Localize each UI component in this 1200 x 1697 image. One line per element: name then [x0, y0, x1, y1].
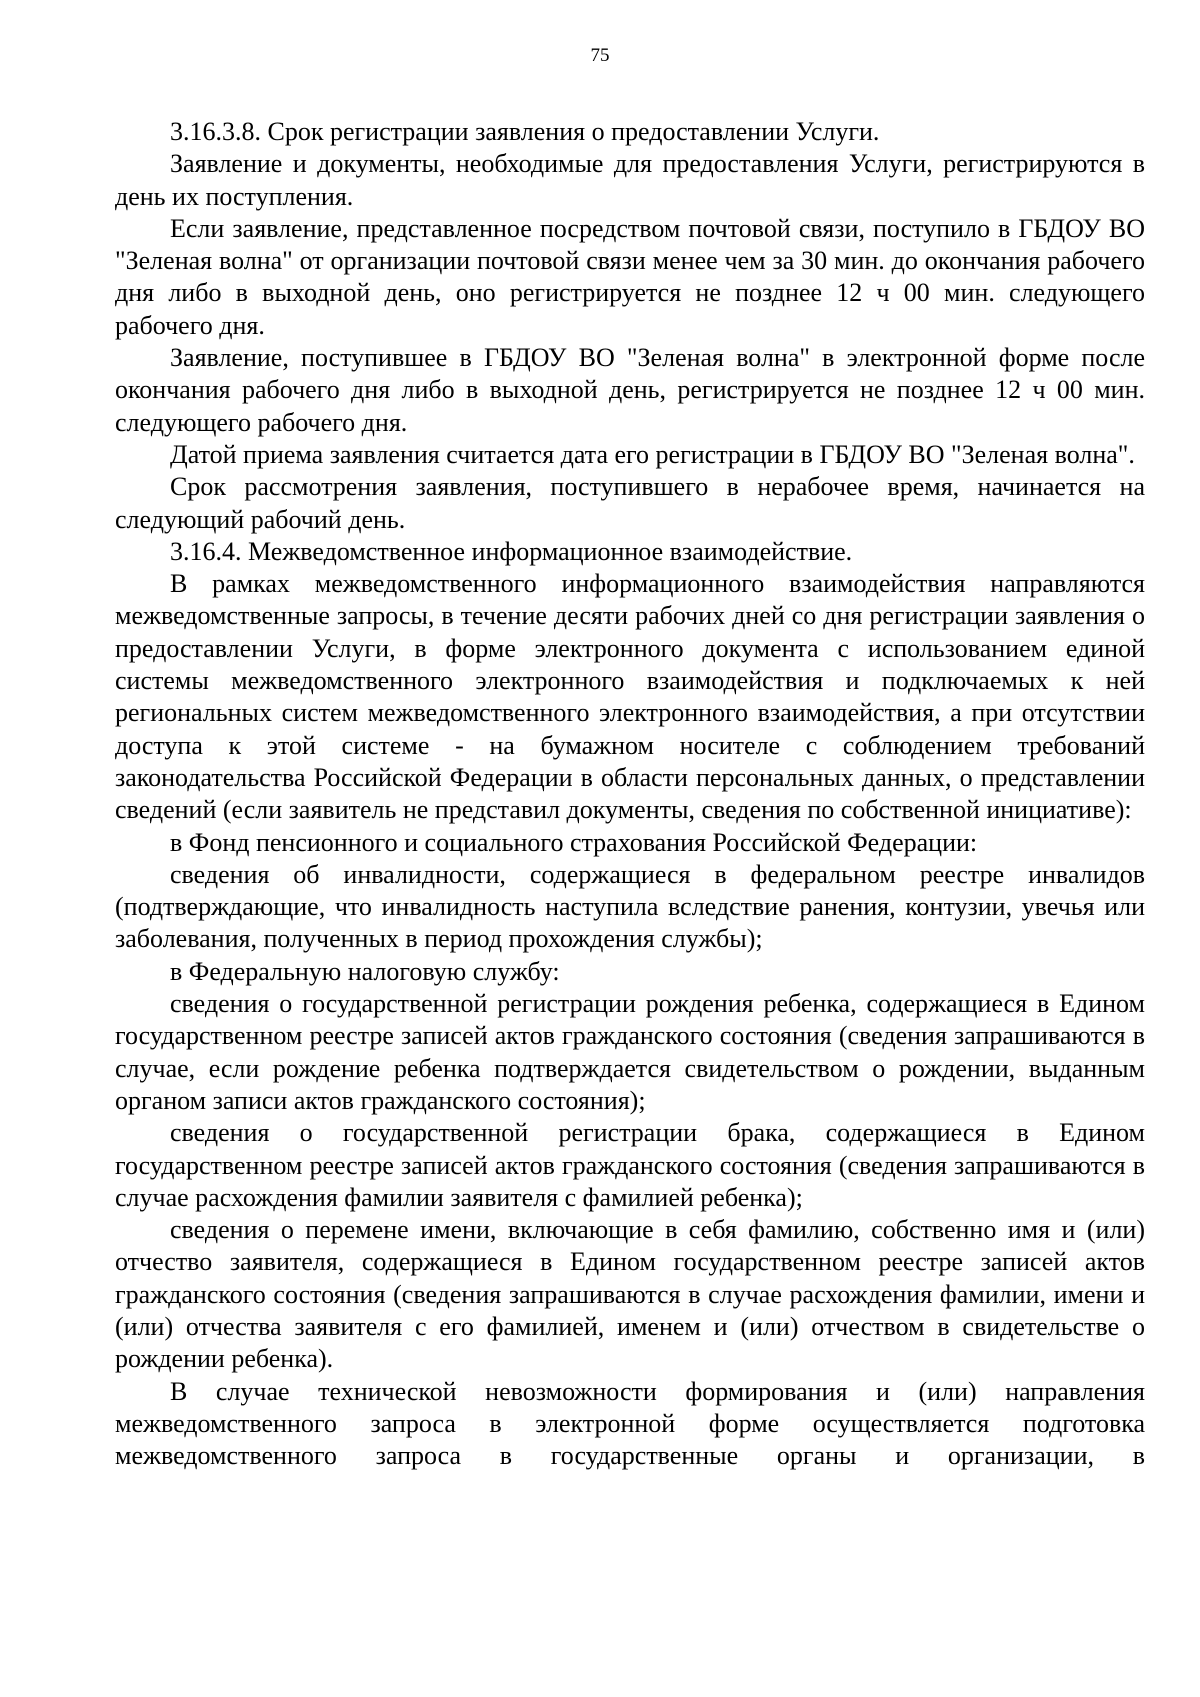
- page-number: 75: [590, 45, 610, 66]
- paragraph-name-change: сведения о перемене имени, включающие в себя фамилию, собственно имя и (или) отчество заявителя, содержащиеся в Едином государственном реестре записей актов гражданского состояния (сведения запрашиваются в случае расхождения фамилии, имени и (или) отчества заявителя с его фамилией, именем и (или) отчеством в свидетельстве о рождении ребенка).: [115, 1215, 1145, 1374]
- paragraph-disability-info: сведения об инвалидности, содержащиеся в федеральном реестре инвалидов (подтверждающие, что инвалидность наступила вследствие ранения, контузии, увечья или заболевания, полученных в период прохождения службы);: [115, 859, 1145, 954]
- paragraph-review-term: Срок рассмотрения заявления, поступившего в нерабочее время, начинается на следующий рабочий день.: [115, 472, 1145, 534]
- paragraph-pension-fund: в Фонд пенсионного и социального страхования Российской Федерации:: [170, 827, 978, 857]
- paragraph-birth-registration: сведения о государственной регистрации рождения ребенка, содержащиеся в Едином государственном реестре записей актов гражданского состояния (сведения запрашиваются в случае, если рождение ребенка подтверждается свидетельством о рождении, выданным органом записи актов гражданского состояния);: [115, 989, 1145, 1115]
- paragraph-registration-day: Заявление и документы, необходимые для предоставления Услуги, регистрируются в день их поступления.: [115, 149, 1145, 211]
- paragraph-marriage-registration: сведения о государственной регистрации брака, содержащиеся в Едином государственном реестре записей актов гражданского состояния (сведения запрашиваются в случае расхождения фамилии заявителя с фамилией ребенка);: [115, 1118, 1145, 1212]
- paragraph-postal-application: Если заявление, представленное посредством почтовой связи, поступило в ГБДОУ ВО "Зеленая волна" от организации почтовой связи менее чем за 30 мин. до окончания рабочего дня либо в выходной день, оно регистрируется не позднее 12 ч 00 мин. следующего рабочего дня.: [115, 213, 1145, 340]
- document-body: [115, 116, 1145, 1472]
- paragraph-registration-term: 3.16.3.8. Срок регистрации заявления о предоставлении Услуги.: [170, 117, 880, 146]
- paragraph-acceptance-date: Датой приема заявления считается дата его регистрации в ГБДОУ ВО "Зеленая волна".: [170, 439, 1135, 469]
- paragraph-interagency-requests: В рамках межведомственного информационного взаимодействия направляются межведомственные запросы, в течение десяти рабочих дней со дня регистрации заявления о предоставлении Услуги, в форме электронного документа с использованием единой системы межведомственного электронного взаимодействия и подключаемых к ней региональных систем межведомственного электронного взаимодействия, а при отсутствии доступа к этой системе - на бумажном носителе с соблюдением требований законодательства Российской Федерации в области персональных данных, о представлении сведений (если заявитель не представил документы, сведения по собственной инициативе):: [115, 569, 1145, 825]
- paragraph-interagency-heading: 3.16.4. Межведомственное информационное взаимодействие.: [170, 536, 853, 566]
- paragraph-electronic-application: Заявление, поступившее в ГБДОУ ВО "Зеленая волна" в электронной форме после окончания рабочего дня либо в выходной день, регистрируется не позднее 12 ч 00 мин. следующего рабочего дня.: [115, 343, 1145, 437]
- paragraph-tax-service: в Федеральную налоговую службу:: [170, 956, 560, 986]
- paragraph-technical-impossibility: В случае технической невозможности формирования и (или) направления межведомственного запроса в электронной форме осуществляется подготовка межведомственного запроса в государственные органы и организации, в: [115, 1376, 1145, 1471]
